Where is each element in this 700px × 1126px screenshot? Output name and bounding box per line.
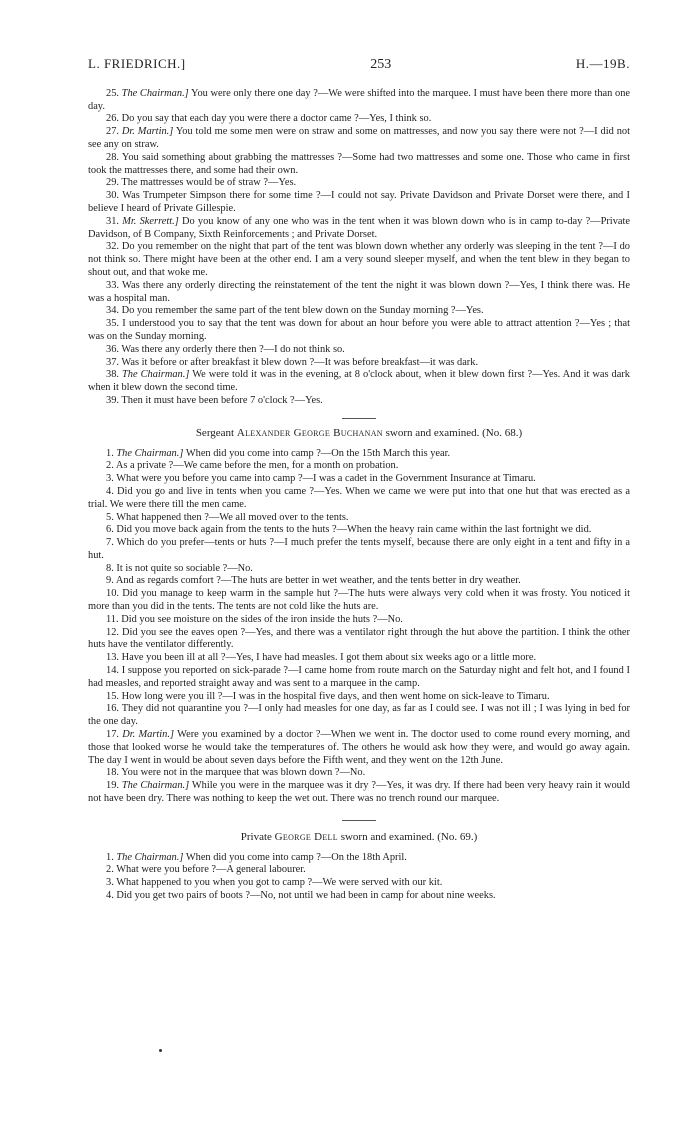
witness-rank: Sergeant	[195, 426, 235, 439]
question-answer-text: You were not in the marquee that was blown down ?—No.	[121, 767, 366, 779]
question-number: 15.	[106, 690, 119, 702]
question-number: 33.	[106, 279, 119, 291]
question-number: 12.	[106, 626, 119, 638]
question-answer-text: When did you come into camp ?—On the 18th April.	[185, 851, 407, 863]
question-number: 26.	[106, 113, 119, 125]
testimony-paragraph	[88, 780, 630, 806]
question-answer-text: Did you see the eaves open ?—Yes, and there was a ventilator right through the hut above the partition. I think the other huts have the ventilator differently.	[88, 626, 630, 651]
question-answer-text: What were you before ?—A general labourer.	[116, 864, 306, 876]
speaker-name: Mr. Skerrett.]	[122, 215, 179, 227]
testimony-paragraph	[88, 357, 630, 370]
question-number: 39.	[106, 394, 119, 406]
testimony-paragraph	[88, 864, 630, 877]
question-number: 13.	[106, 652, 119, 664]
question-answer-text: Have you been ill at all ?—Yes, I have had measles. I got them about six weeks ago or a little more.	[121, 652, 537, 664]
testimony-paragraph	[88, 524, 630, 537]
testimony-paragraph	[88, 486, 630, 512]
question-answer-text: They did not quarantine you ?—I only had measles for one day, as far as I could see. I was not ill ; I was lying in bed for the one day.	[88, 703, 630, 728]
question-number: 32.	[106, 241, 119, 253]
stray-mark	[159, 1049, 162, 1052]
speaker-name: The Chairman.]	[116, 447, 184, 459]
question-number: 31.	[106, 215, 119, 227]
testimony-paragraph	[88, 877, 630, 890]
question-number: 19.	[106, 780, 119, 792]
question-number: 16.	[106, 703, 119, 715]
testimony-paragraph	[88, 575, 630, 588]
question-answer-text: How long were you ill ?—I was in the hospital five days, and then went home on sick-leave to Timaru.	[121, 690, 550, 702]
question-answer-text: Was Trumpeter Simpson there for some time ?—I could not say. Private Davidson and Private Dorset were there, and I believe I heard of Private Gillespie.	[88, 190, 630, 214]
question-answer-text: What happened then ?—We all moved over to the tents.	[116, 511, 349, 523]
question-answer-text: Did you go and live in tents when you came ?—Yes. When we came we were put into that one hut that was erected as a trial. We were there till the men came.	[88, 485, 630, 510]
question-number: 2.	[106, 460, 114, 472]
witness-name: George Dell	[274, 830, 338, 843]
testimony-paragraph	[88, 280, 630, 306]
witness-suffix: sworn and examined. (No. 68.)	[385, 426, 523, 439]
question-answer-text: I understood you to say that the tent was down for about an hour before you were able to attract attention ?—Yes ; that was on the Sunday morning.	[88, 318, 631, 342]
testimony-paragraph	[88, 344, 630, 357]
testimony-paragraph	[88, 665, 630, 691]
question-number: 2.	[106, 864, 114, 876]
divider-rule	[342, 418, 376, 419]
testimony-paragraph	[88, 318, 630, 344]
testimony-paragraph	[88, 852, 630, 865]
question-number: 18.	[106, 767, 119, 779]
header-left: L. FRIEDRICH.]	[88, 56, 186, 71]
testimony-paragraph	[88, 305, 630, 318]
speaker-name: The Chairman.]	[121, 780, 190, 792]
question-number: 1.	[106, 447, 114, 459]
question-number: 4.	[106, 485, 114, 497]
question-number: 30.	[106, 190, 119, 202]
speaker-name: Dr. Martin.]	[121, 126, 174, 138]
question-answer-text: You were only there one day ?—We were shifted into the marquee. I must have been there more than one day.	[88, 87, 630, 112]
testimony-paragraph	[88, 113, 630, 126]
testimony-paragraph	[88, 627, 630, 653]
question-answer-text: We were told it was in the evening, at 8 o'clock about, when it blew down first ?—Yes. And it was dark when it blew down the second time.	[88, 369, 630, 394]
question-number: 25.	[106, 87, 119, 99]
question-answer-text: Did you move back again from the tents to the huts ?—When the heavy rain came within the last fortnight we did.	[116, 524, 592, 536]
speaker-name: The Chairman.]	[116, 851, 184, 863]
question-number: 37.	[106, 356, 119, 368]
testimony-paragraph	[88, 614, 630, 627]
question-number: 3.	[106, 473, 114, 485]
testimony-paragraph	[88, 890, 630, 903]
header-right: H.—19B.	[575, 56, 630, 71]
testimony-paragraph	[88, 395, 630, 408]
testimony-paragraph	[88, 537, 630, 563]
question-answer-text: Did you manage to keep warm in the sample hut ?—The huts were always very cold when it was frosty. You noticed it more than you did in the tents. The tents are not cold like the huts are.	[88, 588, 630, 613]
question-answer-text: When did you come into camp ?—On the 15th March this year.	[185, 447, 451, 459]
section-2-title	[88, 427, 630, 440]
question-answer-text: Do you remember on the night that part of the tent was blown down whether any orderly was sleeping in the tent ?—I do not think so. There might have been at the other end. I am a very sound sleeper myself, and when the tent blew in they began to shout out, and that woke me.	[88, 241, 630, 278]
question-number: 27.	[106, 126, 119, 138]
question-answer-text: You told me some men were on straw and some on mattresses, and now you say there were not ?—I did not see any on straw.	[88, 126, 630, 150]
question-number: 35.	[106, 318, 119, 330]
section-3-title	[88, 831, 630, 844]
section-3-questions	[88, 852, 630, 903]
question-answer-text: What were you before you came into camp ?—I was a cadet in the Government Insurance at Timaru.	[116, 473, 536, 485]
section-1-questions	[88, 88, 630, 408]
question-number: 14.	[106, 665, 119, 677]
question-answer-text: Do you say that each day you were there a doctor came ?—Yes, I think so.	[121, 113, 432, 125]
question-answer-text: Did you get two pairs of boots ?—No, not until we had been in camp for about nine weeks.	[116, 890, 496, 902]
question-answer-text: You said something about grabbing the mattresses ?—Some had two mattresses and some one. Those who came in first took the mattresses there, and some had their own.	[88, 151, 630, 176]
testimony-paragraph	[88, 652, 630, 665]
question-number: 38.	[106, 369, 119, 381]
testimony-paragraph	[88, 767, 630, 780]
question-answer-text: The mattresses would be of straw ?—Yes.	[121, 177, 297, 189]
question-number: 8.	[106, 562, 114, 574]
testimony-paragraph	[88, 241, 630, 279]
section-2-questions	[88, 448, 630, 806]
question-number: 34.	[106, 305, 119, 317]
testimony-paragraph	[88, 729, 630, 767]
question-number: 11.	[106, 613, 119, 625]
question-number: 36.	[106, 343, 119, 355]
question-answer-text: What happened to you when you got to camp ?—We were served with our kit.	[116, 877, 443, 889]
testimony-paragraph	[88, 216, 630, 242]
page-number: 253	[370, 57, 392, 72]
speaker-name: The Chairman.]	[122, 369, 190, 381]
testimony-paragraph	[88, 691, 630, 704]
testimony-paragraph	[88, 126, 630, 152]
question-answer-text: And as regards comfort ?—The huts are better in wet weather, and the tents better in dry weather.	[115, 575, 521, 587]
question-number: 29.	[106, 177, 119, 189]
question-answer-text: Was it before or after breakfast it blew down ?—It was before breakfast—it was dark.	[121, 356, 479, 368]
testimony-paragraph	[88, 588, 630, 614]
testimony-paragraph	[88, 563, 630, 576]
testimony-paragraph	[88, 473, 630, 486]
testimony-paragraph	[88, 460, 630, 473]
testimony-paragraph	[88, 190, 630, 216]
question-answer-text: Do you remember the same part of the tent blew down on the Sunday morning ?—Yes.	[121, 305, 484, 317]
testimony-paragraph	[88, 512, 630, 525]
question-answer-text: Was there any orderly there then ?—I do not think so.	[121, 343, 345, 355]
question-number: 10.	[106, 588, 119, 600]
question-number: 28.	[106, 151, 119, 163]
testimony-paragraph	[88, 448, 630, 461]
witness-name: Alexander George Buchanan	[236, 426, 383, 439]
question-answer-text: It is not quite so sociable ?—No.	[116, 562, 253, 574]
divider-rule	[342, 820, 376, 821]
question-answer-text: Were you examined by a doctor ?—When we went in. The doctor used to come round every morning, and those that looked worse he would take the temperatures of. The others he would ask how they were, and would go away again. The day I went in would be about seven days before the Fifth went, and they went on the 12th June.	[88, 729, 630, 766]
question-answer-text: Was there any orderly directing the reinstatement of the tent the night it was blown down ?—Yes, I think there was. He was a hospital man.	[88, 279, 630, 304]
question-number: 7.	[106, 537, 114, 549]
question-answer-text: Then it must have been before 7 o'clock ?—Yes.	[121, 394, 323, 406]
question-answer-text: Did you see moisture on the sides of the iron inside the huts ?—No.	[121, 613, 403, 625]
witness-rank: Private	[240, 830, 272, 843]
testimony-paragraph	[88, 369, 630, 395]
question-number: 5.	[106, 511, 114, 523]
question-number: 17.	[106, 729, 119, 741]
witness-suffix: sworn and examined. (No. 69.)	[340, 830, 478, 843]
speaker-name: Dr. Martin.]	[122, 729, 175, 741]
question-answer-text: I suppose you reported on sick-parade ?—I came home from route march on the Saturday night and felt hot, and I found I had measles, and reported straight away and was sent to a marquee in the camp.	[88, 665, 630, 689]
testimony-paragraph	[88, 703, 630, 729]
testimony-paragraph	[88, 177, 630, 190]
testimony-paragraph	[88, 88, 630, 114]
document-page	[88, 58, 630, 903]
question-number: 4.	[106, 890, 114, 902]
question-answer-text: Do you know of any one who was in the tent when it was blown down who is in camp to-day ?—Private Davidson, of B Company, Sixth Reinforcements ; and Private Dorset.	[88, 215, 630, 240]
speaker-name: The Chairman.]	[121, 87, 189, 99]
question-number: 9.	[106, 575, 114, 587]
question-number: 3.	[106, 877, 114, 889]
question-number: 6.	[106, 524, 114, 536]
question-answer-text: While you were in the marquee was it dry ?—Yes, it was dry. If there had been very heavy rain it would not have been dry. There was nothing to keep the wet out. There was no trench round our marquee.	[88, 780, 630, 805]
question-number: 1.	[106, 851, 114, 863]
page-header	[88, 58, 630, 72]
testimony-paragraph	[88, 152, 630, 178]
question-answer-text: Which do you prefer—tents or huts ?—I much prefer the tents myself, because there are only eight in a tent and fifty in a hut.	[88, 537, 630, 561]
question-answer-text: As a private ?—We came before the men, for a month on probation.	[115, 460, 399, 472]
